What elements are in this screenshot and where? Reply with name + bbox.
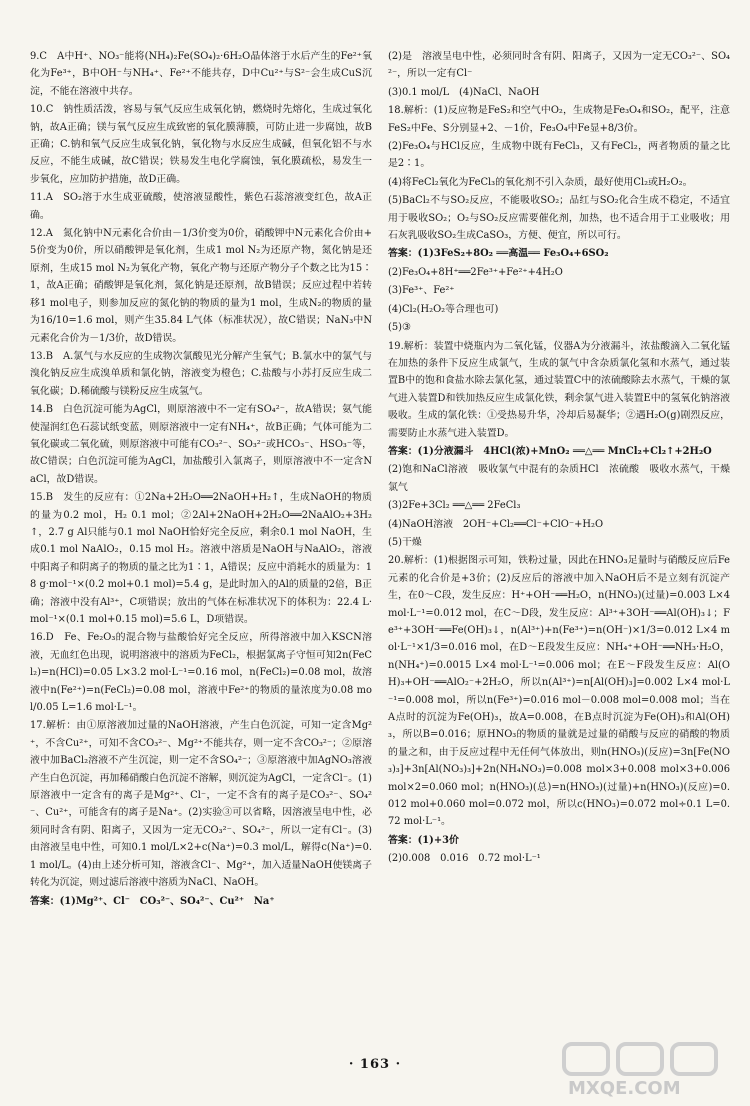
answer-item-15: 15.B 发生的反应有：①2Na+2H₂O══2NaOH+H₂↑，生成NaOH的物质的量为0.2 mol，H₂ 0.1 mol；②2Al+2NaOH+2H₂O══2NaAlO₂+3H₂↑，2.7 g Al只能与0.1 mol NaOH恰好完全反应，剩余0.1 mol NaOH，生成0.1 mol NaAlO₂，0.15 mol H₂。溶液中溶质是NaOH与NaAlO₂，溶液中阳离子和阴离子的物质的量之比为1∶1，A错误；反应中消耗水的质量为：18 g·mol⁻¹×(0.2 mol+0.1 mol)=5.4 g，是此时加入的Al的质量的2倍，B正确；溶液中没有Al³⁺，C项错误；放出的气体在标准状况下的体积为：22.4 L·mol⁻¹×(0.1 mol+0.15 mol)=5.6 L，D项错误。 [30, 492, 372, 625]
page-number: · 163 · [348, 1057, 402, 1072]
answer-item-9: 9.C A中H⁺、NO₃⁻能将(NH₄)₂Fe(SO₄)₂·6H₂O晶体溶于水后产生的Fe²⁺氧化为Fe³⁺，B中OH⁻与NH₄⁺、Fe²⁺不能共存，D中Cu²⁺与S²⁻会生成CuS沉淀，不能在溶液中共存。 [30, 51, 372, 97]
answer-item-20-answer-2: (2)0.008 0.016 0.72 mol·L⁻¹ [388, 853, 541, 865]
answer-item-18-analysis-1: 18.解析：(1)反应物是FeS₂和空气中O₂，生成物是Fe₃O₄和SO₂，配平，注意FeS₂中Fe、S分别显+2、－1价，Fe₃O₄中Fe显+8/3价。 [388, 105, 730, 134]
answer-17-part-3-4: (3)0.1 mol/L (4)NaCl、NaOH [388, 86, 540, 98]
answer-item-14: 14.B 白色沉淀可能为AgCl，则原溶液中不一定有SO₄²⁻，故A错误；氨气能使湿润红色石蕊试纸变蓝，则原溶液中一定有NH₄⁺，故B正确；气体可能为二氧化碳或二氧化硫，则原溶液中可能有CO₃²⁻、SO₃²⁻或HCO₃⁻、HSO₃⁻等，故C错误；白色沉淀可能为AgCl，加盐酸引入氯离子，则原溶液中不一定含NaCl，故D错误。 [30, 404, 372, 485]
answer-item-18-answer-2: (2)Fe₃O₄+8H⁺══2Fe³⁺+Fe²⁺+4H₂O [388, 266, 563, 278]
answer-item-20-analysis: 20.解析：(1)根据图示可知，铁粉过量，因此在HNO₃足量时与硝酸反应后Fe元素的化合价是+3价；(2)反应后的溶液中加入NaOH后不是立刻有沉淀产生，在0～C段，发生反应：H⁺+OH⁻══H₂O，n(HNO₃)(过量)=0.003 L×4 mol·L⁻¹=0.012 mol，在C～D段，发生反应：Al³⁺+3OH⁻══Al(OH)₃↓；Fe³⁺+3OH⁻══Fe(OH)₃↓，n(Al³⁺)+n(Fe³⁺)=n(OH⁻)×1/3=0.012 L×4 mol·L⁻¹×1/3=0.016 mol，在D～E段发生反应：NH₄⁺+OH⁻══NH₃·H₂O，n(NH₄⁺)=0.0015 L×4 mol·L⁻¹=0.006 mol；在E～F段发生反应：Al(OH)₃+OH⁻══AlO₂⁻+2H₂O，所以n(Al³⁺)=n[Al(OH)₃]=0.002 L×4 mol·L⁻¹=0.008 mol，所以n(Fe³⁺)=0.016 mol－0.008 mol=0.008 mol；当在A点时的沉淀为Fe(OH)₃，故A=0.008，在B点时沉淀为Fe(OH)₃和Al(OH)₃，所以B=0.016；原HNO₃的物质的量就是过量的硝酸与反应的硝酸的物质的量之和，由于反应过程中无任何气体放出，则n(HNO₃)(反应)=3n[Fe(NO₃)₃]+3n[Al(NO₃)₃]+2n(NH₄NO₃)=0.008 mol×3+0.008 mol×3+0.006 mol×2=0.060 mol；n(HNO₃)(总)=n(HNO₃)(过量)+n(HNO₃)(反应)=0.012 mol+0.060 mol=0.072 mol，所以c(HNO₃)=0.072 mol÷0.1 L=0.72 mol·L⁻¹。 [388, 555, 730, 828]
answer-item-18-analysis-4: (4)将FeCl₂氧化为FeCl₃的氧化剂不引入杂质，最好使用Cl₂或H₂O₂。 [388, 176, 693, 188]
answer-17-part-2: (2)是 溶液呈电中性，必须同时含有阴、阳离子，又因为一定无CO₃²⁻、SO₄²⁻，所以一定有Cl⁻ [388, 51, 730, 80]
answer-item-18-analysis-5: (5)BaCl₂不与SO₂反应，不能吸收SO₂；品红与SO₂化合生成不稳定，不适宜用于吸收SO₂；O₂与SO₂反应需要催化剂，加热，也不适合用于工业吸收；用石灰乳吸收SO₂生成CaSO₃，方便、便宜，所以可行。 [388, 195, 730, 242]
answer-item-18-answer-4: (4)Cl₂(H₂O₂等合理也可) [388, 303, 499, 315]
answer-item-19-answer-2: (2)饱和NaCl溶液 吸收氯气中混有的杂质HCl 浓硫酸 吸收水蒸气，干燥氯气 [388, 464, 730, 493]
answer-item-20-answer-1: 答案：(1)+3价 [388, 834, 459, 846]
answer-item-19-answer-3: (3)2Fe+3Cl₂ ══△══ 2FeCl₃ [388, 500, 521, 512]
answer-item-19-answer-4: (4)NaOH溶液 2OH⁻+Cl₂══Cl⁻+ClO⁻+H₂O [388, 518, 604, 530]
answer-item-19-answer-1: 答案：(1)分液漏斗 4HCl(浓)+MnO₂ ══△══ MnCl₂+Cl₂↑+2H₂O [388, 445, 712, 457]
answer-item-12: 12.A 氮化钠中N元素化合价由－1/3价变为0价，硝酸钾中N元素化合价由+5价变为0价，所以硝酸钾是氧化剂，生成1 mol N₂为还原产物，氮化钠是还原剂，生成15 mol N₂为氧化产物，氧化产物与还原产物分子个数之比为15∶1，故A正确；硝酸钾是氧化剂，氮化钠是还原剂，故B错误；反应过程中若转移1 mol电子，则参加反应的氮化钠的物质的量为1 mol，生成N₂的物质的量为16/10=1.6 mol，则产生35.84 L气体（标准状况），故C错误；NaN₃中N元素化合价为－1/3价，故D错误。 [30, 228, 372, 344]
watermark-text: MXQE.COM [568, 1078, 681, 1099]
answer-item-13: 13.B A.氯气与水反应的生成物次氯酸见光分解产生氧气；B.氯水中的氯气与溴化钠反应生成溴单质和氯化钠，溶液变为橙色；C.盐酸与小苏打反应生成二氧化碳；D.稀硫酸与镁粉反应生成氢气。 [30, 350, 372, 397]
answer-item-19-analysis: 19.解析：装置中烧瓶内为二氧化锰，仪器A为分液漏斗，浓盐酸滴入二氧化锰在加热的条件下反应生成氯气，生成的氯气中含杂质氯化氢和水蒸气，通过装置B中的饱和食盐水除去氯化氢，通过装置C中的浓硫酸除去水蒸气，干燥的氯气进入装置D和铁加热反应生成氯化铁，剩余氯气进入装置E中的氢氧化钠溶液吸收。生成的氯化铁：①受热易升华，冷却后易凝华；②遇H₂O(g)剧烈反应，需要防止水蒸气进入装置D。 [388, 340, 730, 439]
right-column [388, 48, 730, 869]
answer-item-18-answer-1: 答案：(1)3FeS₂+8O₂ ══高温══ Fe₃O₄+6SO₂ [388, 248, 609, 260]
answer-item-18-analysis-2: (2)Fe₃O₄与HCl反应，生成物中既有FeCl₃，又有FeCl₂，两者物质的量之比是2∶1。 [388, 141, 730, 170]
answer-item-18-answer-3: (3)Fe³⁺、Fe²⁺ [388, 285, 455, 297]
answer-item-17-answer: 答案：(1)Mg²⁺、Cl⁻ CO₃²⁻、SO₄²⁻、Cu²⁺ Na⁺ [30, 895, 275, 907]
answer-item-18-answer-5: (5)③ [388, 322, 411, 334]
answer-item-19-answer-5: (5)干燥 [388, 536, 422, 548]
answer-item-17-analysis: 17.解析：由①原溶液加过量的NaOH溶液，产生白色沉淀，可知一定含Mg²⁺，不含Cu²⁺，可知不含CO₃²⁻、Mg²⁺不能共存，则一定不含CO₃²⁻；②原溶液中加BaCl₂溶液不产生沉淀，则一定不含SO₄²⁻；③原溶液中加AgNO₃溶液产生白色沉淀，再加稀硝酸白色沉淀不溶解，则沉淀为AgCl，一定含Cl⁻。(1)原溶液中一定含有的离子是Mg²⁺、Cl⁻，一定不含有的离子是CO₃²⁻、SO₄²⁻、Cu²⁺，可能含有的离子是Na⁺。(2)实验③可以省略，因溶液呈电中性，必须同时含有阴、阳离子，又因为一定无CO₃²⁻、SO₄²⁻，所以一定有Cl⁻。(3)由溶液呈电中性，可知0.1 mol/L×2+c(Na⁺)=0.3 mol/L，解得c(Na⁺)=0.1 mol/L。(4)由上述分析可知，溶液含Cl⁻、Mg²⁺，加入适量NaOH使镁离子转化为沉淀，则过滤后溶液中溶质为NaCl、NaOH。 [30, 720, 372, 889]
left-column [30, 48, 372, 911]
answer-item-16: 16.D Fe、Fe₂O₃的混合物与盐酸恰好完全反应，所得溶液中加入KSCN溶液，无血红色出现，说明溶液中的溶质为FeCl₂，根据氯离子守恒可知2n(FeCl₂)=n(HCl)=0.05 L×3.2 mol·L⁻¹=0.16 mol，n(FeCl₂)=0.08 mol，故溶液中n(Fe²⁺)=n(FeCl₂)=0.08 mol，溶液中Fe²⁺的物质的量浓度为0.08 mol/0.05 L=1.6 mol·L⁻¹。 [30, 632, 372, 714]
watermark-logo [560, 1040, 740, 1100]
answer-item-11: 11.A SO₂溶于水生成亚硫酸，使溶液显酸性，紫色石蕊溶液变红色，故A正确。 [30, 192, 372, 221]
answer-item-10: 10.C 钠性质活泼，容易与氧气反应生成氧化钠，燃烧时先熔化，生成过氧化钠，故A正确；镁与氧气反应生成致密的氧化膜薄膜，可防止进一步腐蚀，故B正确；C.钠和氧气反应生成氧化钠，氧化物与水反应生成碱，但氧化铝不与水反应，不能生成碱，故C错误；铁易发生电化学腐蚀，氧化膜疏松，易发生一步氧化，应加防护措施，故D正确。 [30, 104, 372, 185]
